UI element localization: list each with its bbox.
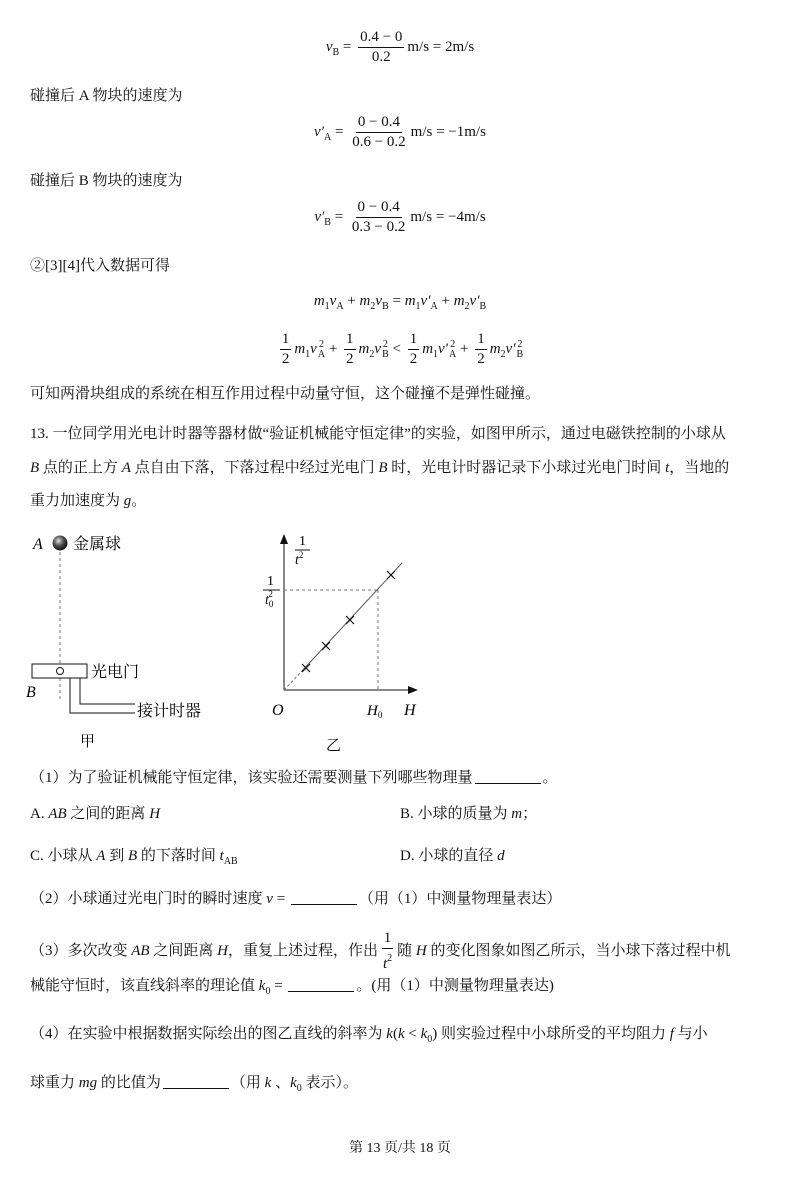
math-variable: $v'_A$ <box>314 123 332 143</box>
math-variable: H <box>415 942 427 959</box>
math-indices <box>382 340 389 360</box>
math-variable: m <box>511 806 523 822</box>
figure-yi-caption: 乙 <box>326 738 342 754</box>
conclusion-text <box>30 384 770 404</box>
text-run: 0 − 0.4 <box>357 114 401 130</box>
fraction-denominator <box>475 350 487 369</box>
fraction-numerator <box>358 28 404 48</box>
text-run: 碰撞后 B 物块的速度为 <box>30 173 183 189</box>
question-part-3-line-1 <box>30 929 770 974</box>
text-run: D. 小球的直径 <box>400 848 498 864</box>
text-run: ； <box>522 806 538 822</box>
math-variable: t <box>665 460 670 476</box>
math-superscript: 2 <box>382 338 388 350</box>
photogate-hole <box>57 668 64 675</box>
data-point-marker <box>322 642 330 650</box>
answer-blank[interactable] <box>291 890 357 905</box>
text-run: （3）多次改变 <box>30 942 132 959</box>
text-run: 球重力 <box>30 1075 79 1091</box>
math-variable: $v_B$ <box>325 38 340 58</box>
question-part-2 <box>30 889 770 909</box>
text-run: 可知两滑块组成的系统在相互作用过程中动量守恒，这个碰撞不是弹性碰撞。 <box>30 386 541 402</box>
question-part-1 <box>30 768 770 788</box>
x-tick-label: $H_0$ <box>367 703 383 720</box>
text-run: （4）在实验中根据数据实际绘出的图乙直线的斜率为 <box>30 1026 387 1042</box>
answer-blank[interactable] <box>288 977 354 992</box>
math-variable: B <box>378 460 388 476</box>
text-run: + <box>456 340 473 357</box>
math-variable: f <box>669 1026 674 1042</box>
y-axis-label-denominator: $t^2$ <box>295 550 304 568</box>
math-subscript: 1 <box>415 301 421 312</box>
math-fraction <box>408 330 420 369</box>
figure-jia-caption: 甲 <box>80 734 96 750</box>
math-fraction <box>358 28 404 67</box>
text-run: ) 则实验过程中小球所受的平均阻力 <box>432 1026 670 1042</box>
math-variable: H <box>149 806 161 822</box>
text-run: 0.3 − 0.2 <box>351 219 406 235</box>
text-velocity-a-after <box>30 86 770 106</box>
x-axis-arrow-icon <box>408 686 418 694</box>
math-variable: $m_1$ <box>404 293 421 312</box>
energy-inequality <box>30 330 770 369</box>
fraction-numerator <box>356 113 402 133</box>
math-variable: $k_0$ <box>420 1026 433 1045</box>
text-run: m/s = −1m/s <box>410 123 486 140</box>
answer-blank[interactable] <box>163 1074 229 1089</box>
page-footer: 第 13 页/共 18 页 <box>349 1141 451 1156</box>
text-run: 的比值为 <box>97 1075 161 1091</box>
math-variable: $m_1$ <box>313 293 330 312</box>
text-run: 随 <box>397 942 416 959</box>
text-run: 0.4 − 0 <box>360 29 403 45</box>
x-axis-label: H <box>404 702 416 719</box>
text-run: ，当地的 <box>669 460 730 476</box>
math-variable: $m_2$ <box>453 293 470 312</box>
math-variable: g <box>123 493 132 509</box>
math-variable: v′ 2 B <box>505 338 524 360</box>
math-superscript: 2 <box>387 953 393 964</box>
math-subscript: 2 <box>464 301 470 312</box>
y-tick-label-denominator: $t_02$ <box>265 589 274 609</box>
text-run: < <box>404 1026 421 1042</box>
text-substitute <box>30 256 770 276</box>
text-run: m/s = −4m/s <box>410 208 486 225</box>
text-run: = <box>331 123 348 140</box>
text-run: = <box>330 208 347 225</box>
text-run: = <box>339 38 356 55</box>
math-variable: $v'_B$ <box>314 208 331 228</box>
figure-yi-graph <box>263 534 418 754</box>
math-subscript: B <box>324 216 331 228</box>
math-subscript: B <box>382 301 389 312</box>
text-run: 、 <box>271 1075 291 1091</box>
math-subscript: 1 <box>324 301 330 312</box>
math-indices <box>517 340 524 360</box>
fraction-denominator <box>350 133 407 152</box>
math-subscript: B <box>516 348 524 360</box>
math-variable: v <box>266 891 273 907</box>
math-subscript: 0 <box>296 1083 302 1094</box>
text-run: 械能守恒时，该直线斜率的理论值 <box>30 978 259 994</box>
math-variable: $t_{AB}$ <box>219 848 238 867</box>
text-run: C. 小球从 <box>30 848 97 864</box>
text-run: 之间的距离 <box>66 806 150 822</box>
text-run: 1 <box>477 331 485 347</box>
math-variable: $m_2$ <box>489 340 506 360</box>
text-run: < <box>388 340 405 357</box>
math-variable: B <box>30 460 40 476</box>
math-fraction <box>344 330 356 369</box>
text-run: 13. 一位同学用光电计时器等器材做“验证机械能守恒定律”的实验，如图甲所示，通过电磁铁控制的小球从 <box>30 426 726 442</box>
fraction-numerator <box>382 929 394 949</box>
math-subscript: 2 <box>370 301 376 312</box>
text-run: 点的正上方 <box>39 460 122 476</box>
math-variable: $m_1$ <box>422 340 439 360</box>
text-run: 。 <box>131 493 147 509</box>
math-variable: $v'_B$ <box>469 293 487 312</box>
math-variable: v 2 A <box>310 338 326 360</box>
metal-ball-label: 金属球 <box>73 536 122 553</box>
math-indices <box>318 340 325 360</box>
math-variable: H <box>217 942 228 959</box>
text-run: 1 <box>281 331 290 347</box>
text-run: A. <box>30 806 49 822</box>
text-run: 0.6 − 0.2 <box>352 134 406 150</box>
fraction-numerator <box>280 330 292 350</box>
fit-line-extension <box>284 671 302 690</box>
math-variable: $m_2$ <box>359 293 376 312</box>
text-run: ( <box>392 1026 398 1042</box>
point-b-label: B <box>26 684 36 701</box>
text-run: 时，光电计时器记录下小球过光电门时间 <box>387 460 666 476</box>
math-fraction <box>381 929 394 974</box>
velocity-b-equation <box>30 28 770 67</box>
math-variable: k <box>264 1075 272 1091</box>
y-axis-label-numerator: 1 <box>299 534 306 549</box>
text-run: 。 <box>542 770 558 786</box>
math-variable: v′ 2 A <box>438 338 457 360</box>
fraction-numerator <box>475 330 487 350</box>
y-tick-label-numerator: 1 <box>267 574 274 589</box>
text-run: 点自由下落，下落过程中经过光电门 <box>130 460 379 476</box>
text-run: m/s = 2m/s <box>407 38 475 55</box>
text-run: 1 <box>409 331 418 347</box>
fit-line <box>302 563 402 671</box>
text-run: + <box>325 340 342 357</box>
math-subscript: 2 <box>369 348 375 360</box>
text-run: （用 <box>230 1075 265 1091</box>
math-variable: $k_0$ <box>258 978 271 997</box>
math-fraction <box>475 330 487 369</box>
math-variable: B <box>127 848 138 864</box>
math-variable: $v'_A$ <box>420 293 438 312</box>
text-run: （1）为了验证机械能守恒定律，该实验还需要测量下列哪些物理量 <box>30 770 473 786</box>
question-stem-line-2 <box>30 458 770 478</box>
text-run: 2 <box>346 351 354 367</box>
timer-label: 接计时器 <box>137 703 202 720</box>
math-subscript: 2 <box>500 348 506 360</box>
text-run: 1 <box>346 331 354 347</box>
text-run: = <box>272 891 289 907</box>
math-subscript: B <box>479 301 487 312</box>
math-fraction <box>350 113 407 152</box>
text-run: 2 <box>281 351 290 367</box>
math-subscript: A <box>449 348 457 360</box>
text-run: 1 <box>383 930 392 946</box>
text-run: 之间距离 <box>149 942 218 959</box>
text-run: 。(用（1）中测量物理量表达) <box>356 978 554 994</box>
answer-blank[interactable] <box>475 769 541 784</box>
math-variable: mg <box>78 1075 98 1091</box>
math-subscript: 0 <box>427 1034 433 1045</box>
fraction-numerator <box>344 330 356 350</box>
math-variable: A <box>121 460 131 476</box>
text-run: B. 小球的质量为 <box>400 806 512 822</box>
text-run: ②[3][4]代入数据可得 <box>30 258 170 274</box>
photogate-label: 光电门 <box>91 664 140 681</box>
fraction-denominator <box>381 949 394 974</box>
math-variable: $m_2$ <box>358 340 375 360</box>
fraction-denominator <box>370 48 393 67</box>
point-a-label: A <box>33 536 43 553</box>
math-subscript: B <box>382 348 389 360</box>
fraction-denominator <box>408 350 420 369</box>
text-velocity-b-after <box>30 171 770 191</box>
text-run: （用（1）中测量物理量表达） <box>358 891 562 907</box>
text-run: （2）小球通过光电门时的瞬时速度 <box>30 891 267 907</box>
figure-jia <box>26 535 201 750</box>
math-variable: k <box>386 1026 393 1042</box>
math-subscript: 1 <box>305 348 311 360</box>
text-run: 碰撞后 A 物块的速度为 <box>30 88 183 104</box>
fraction-denominator <box>350 218 407 237</box>
math-variable: $k_0$ <box>290 1075 302 1094</box>
option-b <box>400 804 770 824</box>
timer-wire <box>80 678 135 704</box>
text-run: 表示）。 <box>301 1075 359 1091</box>
metal-ball-icon <box>53 536 68 551</box>
fraction-numerator <box>356 198 402 218</box>
y-axis-arrow-icon <box>280 534 288 544</box>
text-run: = <box>270 978 287 994</box>
math-subscript: A <box>430 301 438 312</box>
data-point-marker <box>387 571 395 579</box>
fraction-denominator <box>280 350 292 369</box>
question-part-4-line-1 <box>30 1024 770 1050</box>
math-variable: A <box>96 848 106 864</box>
text-run: 重力加速度为 <box>30 493 124 509</box>
data-point-marker <box>346 616 354 624</box>
text-run: 2 <box>477 351 485 367</box>
text-run: + <box>437 293 454 309</box>
math-variable: AB <box>131 942 150 959</box>
velocity-b-after-equation <box>30 198 770 237</box>
text-run: 的变化图象如图乙所示，当小球下落过程中机 <box>426 942 731 959</box>
question-part-3-line-2 <box>30 976 770 1002</box>
math-superscript: 2 <box>318 338 324 350</box>
math-subscript: A <box>317 348 326 360</box>
velocity-a-after-equation <box>30 113 770 152</box>
origin-label: O <box>272 702 284 719</box>
math-superscript: 2 <box>517 338 523 350</box>
question-stem-line-1 <box>30 424 770 444</box>
math-fraction <box>280 330 292 369</box>
text-run: 与小 <box>673 1026 708 1042</box>
math-variable: AB <box>48 806 67 822</box>
text-run: 0.2 <box>371 49 391 65</box>
experiment-figures <box>0 520 440 760</box>
text-run: 的下落时间 <box>137 848 220 864</box>
math-subscript: B <box>332 46 340 58</box>
option-d <box>400 846 770 866</box>
text-run: 2 <box>409 351 418 367</box>
text-run: + <box>343 293 360 309</box>
momentum-equation <box>30 291 770 317</box>
math-variable: k <box>397 1026 405 1042</box>
math-variable: $v_B$ <box>375 293 389 312</box>
math-subscript: 0 <box>265 986 271 997</box>
fraction-denominator <box>344 350 356 369</box>
math-subscript: AB <box>223 856 238 867</box>
math-fraction <box>350 198 407 237</box>
math-variable: $v_A$ <box>329 293 344 312</box>
math-variable: $t^2$ <box>382 953 393 972</box>
text-run: 到 <box>105 848 128 864</box>
math-subscript: A <box>336 301 344 312</box>
text-run: 0 − 0.4 <box>357 199 400 215</box>
fraction-numerator <box>408 330 420 350</box>
math-variable: $m_1$ <box>294 340 311 360</box>
question-stem-line-3 <box>30 491 770 511</box>
data-point-marker <box>302 664 310 672</box>
question-part-4-line-2 <box>30 1073 770 1099</box>
text-run: = <box>388 293 405 309</box>
text-run: ，重复上述过程，作出 <box>227 942 378 959</box>
math-subscript: A <box>324 131 332 143</box>
math-superscript: 2 <box>450 338 456 350</box>
math-variable: d <box>497 848 505 864</box>
math-variable: v 2 B <box>374 338 389 360</box>
math-subscript: 1 <box>433 348 439 360</box>
